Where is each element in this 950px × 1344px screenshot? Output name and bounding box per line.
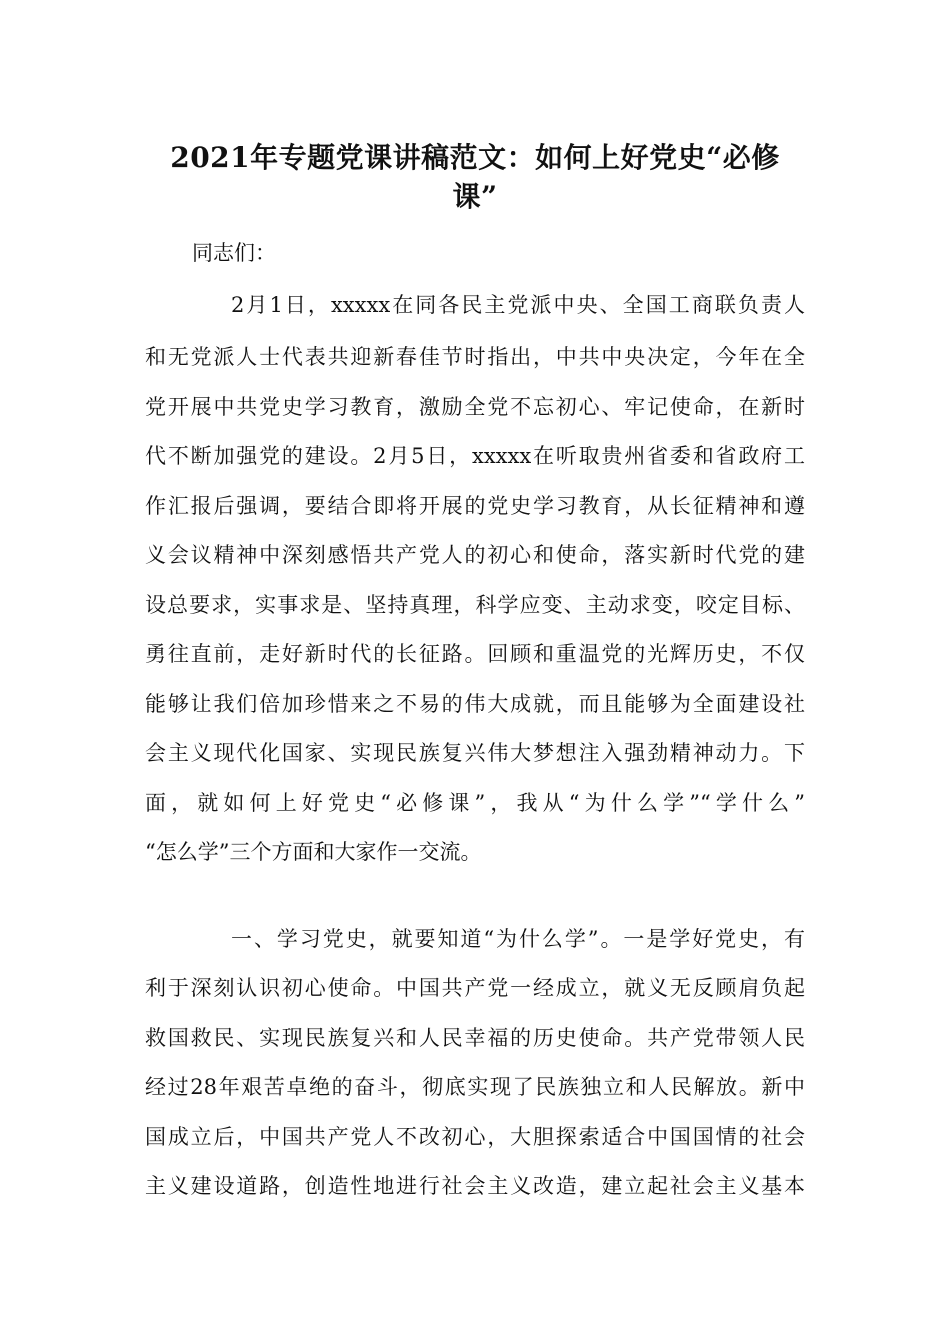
- paragraph-1-line: 代不断加强党的建设。2月5日，xxxxx在听取贵州省委和省政府工: [145, 444, 805, 468]
- paragraph-1-line: 作汇报后强调，要结合即将开展的党史学习教育，从长征精神和遵: [145, 494, 805, 518]
- paragraph-2-line: 一、学习党史，就要知道“为什么学”。一是学好党史，有: [231, 927, 805, 951]
- paragraph-2-line: 经过28年艰苦卓绝的奋斗，彻底实现了民族独立和人民解放。新中: [145, 1075, 805, 1099]
- paragraph-2-line: 国成立后，中国共产党人不改初心，大胆探索适合中国国情的社会: [145, 1125, 805, 1149]
- document-title-line-1: 2021年专题党课讲稿范文：如何上好党史“必修: [170, 141, 780, 174]
- paragraph-2-line: 主义建设道路，创造性地进行社会主义改造，建立起社会主义基本: [145, 1174, 805, 1198]
- paragraph-1-line: 设总要求，实事求是、坚持真理，科学应变、主动求变，咬定目标、: [145, 593, 805, 617]
- paragraph-1-line: 面，就如何上好党史“必修课”，我从“为什么学”“学什么”: [145, 791, 805, 815]
- paragraph-1-line: 会主义现代化国家、实现民族复兴伟大梦想注入强劲精神动力。下: [145, 741, 805, 765]
- paragraph-1-line: 2月1日，xxxxx在同各民主党派中央、全国工商联负责人: [231, 293, 805, 317]
- paragraph-1-line: 和无党派人士代表共迎新春佳节时指出，中共中央决定，今年在全: [145, 345, 805, 369]
- paragraph-2-line: 利于深刻认识初心使命。中国共产党一经成立，就义无反顾肩负起: [145, 976, 805, 1000]
- salutation: 同志们：: [192, 241, 276, 265]
- paragraph-2-line: 救国救民、实现民族复兴和人民幸福的历史使命。共产党带领人民: [145, 1026, 805, 1050]
- paragraph-1-line: 勇往直前，走好新时代的长征路。回顾和重温党的光辉历史，不仅: [145, 642, 805, 666]
- paragraph-1-line: 义会议精神中深刻感悟共产党人的初心和使命，落实新时代党的建: [145, 543, 805, 567]
- paragraph-1-line: 能够让我们倍加珍惜来之不易的伟大成就，而且能够为全面建设社: [145, 692, 805, 716]
- paragraph-1-line: “怎么学”三个方面和大家作一交流。: [145, 840, 482, 864]
- paragraph-1-line: 党开展中共党史学习教育，激励全党不忘初心、牢记使命，在新时: [145, 395, 805, 419]
- document-title-line-2: 课”: [452, 180, 498, 213]
